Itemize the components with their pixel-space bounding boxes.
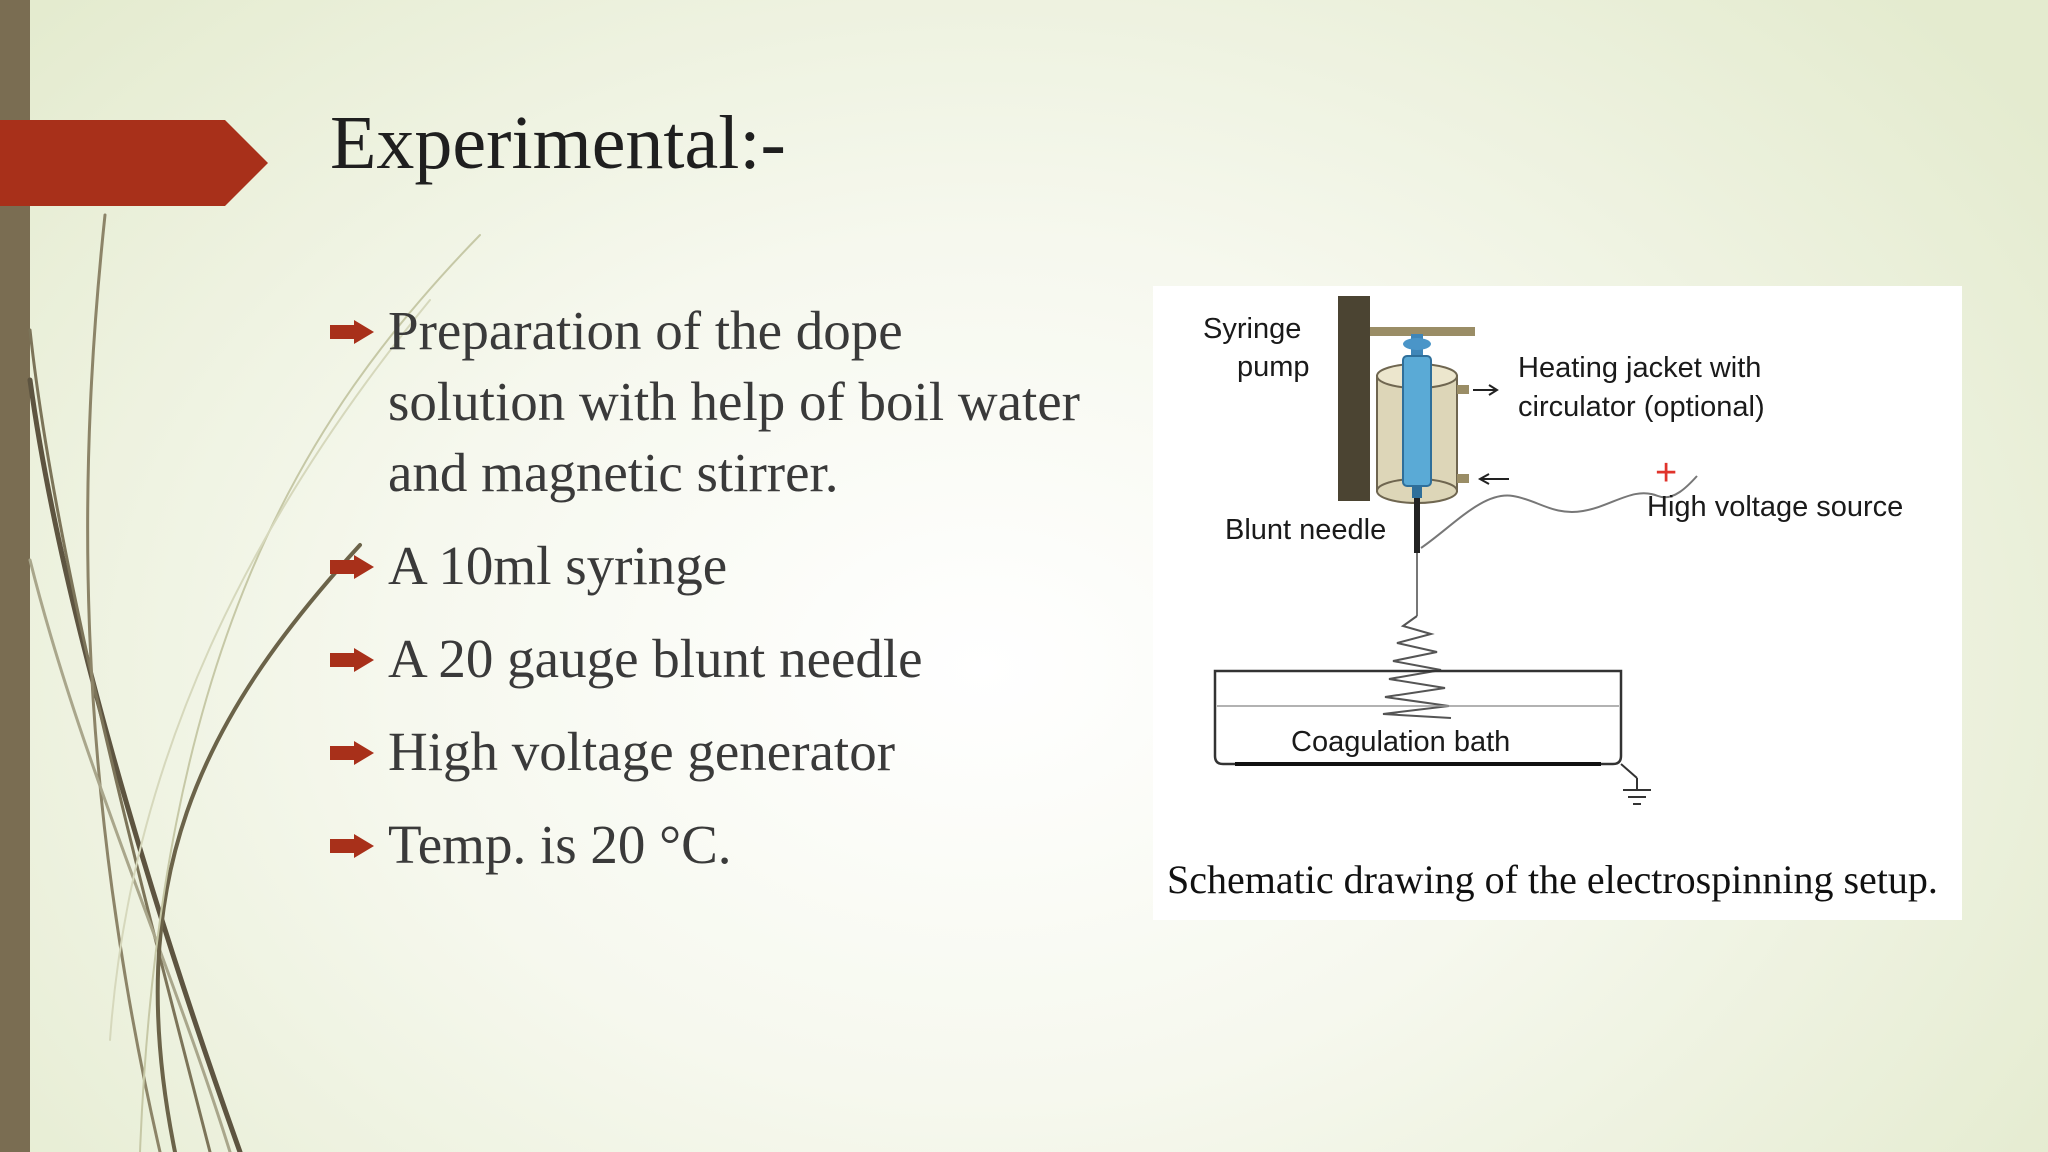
bullet-text: Preparation of the dope solution with help of boil water and magnetic stirrer. — [388, 300, 1080, 503]
bullet-item — [330, 716, 1090, 787]
title-tab-arrow — [0, 120, 270, 206]
pump-vertical-plate — [1338, 296, 1370, 501]
bullet-text: A 10ml syringe — [388, 535, 728, 596]
bullet-item — [330, 809, 1090, 880]
ground-symbol-icon — [1621, 764, 1651, 804]
figure-caption: Schematic drawing of the electrospinning setup. — [1167, 857, 1938, 902]
bullet-text: High voltage generator — [388, 721, 896, 782]
whipping-spiral — [1383, 616, 1451, 718]
arrow-bullet-icon — [330, 741, 374, 765]
plus-sign: + — [1655, 452, 1678, 494]
label-syringe-pump-line1: Syringe — [1203, 313, 1302, 345]
label-coagulation-bath: Coagulation bath — [1291, 726, 1511, 758]
label-heating-jacket-line2: circulator (optional) — [1518, 391, 1765, 423]
bullet-text: Temp. is 20 °C. — [388, 814, 732, 875]
bullet-list — [330, 295, 1090, 902]
bullet-item — [330, 295, 1090, 508]
syringe — [1403, 334, 1431, 498]
arrow-bullet-icon — [330, 648, 374, 672]
label-blunt-needle: Blunt needle — [1225, 514, 1387, 546]
label-syringe-pump-line2: pump — [1237, 351, 1310, 383]
bullet-text: A 20 gauge blunt needle — [388, 628, 923, 689]
bullet-item — [330, 530, 1090, 601]
arrow-bullet-icon — [330, 555, 374, 579]
electrospinning-figure — [1153, 286, 1962, 920]
arrow-jacket-outlet — [1473, 385, 1497, 395]
label-heating-jacket-line1: Heating jacket with — [1518, 352, 1762, 384]
slide-title: Experimental:- — [330, 101, 786, 185]
arrow-jacket-inlet — [1480, 474, 1509, 484]
label-high-voltage: High voltage source — [1647, 491, 1904, 523]
arrow-bullet-icon — [330, 320, 374, 344]
arrow-bullet-icon — [330, 834, 374, 858]
blunt-needle — [1414, 498, 1420, 553]
bullet-item — [330, 623, 1090, 694]
